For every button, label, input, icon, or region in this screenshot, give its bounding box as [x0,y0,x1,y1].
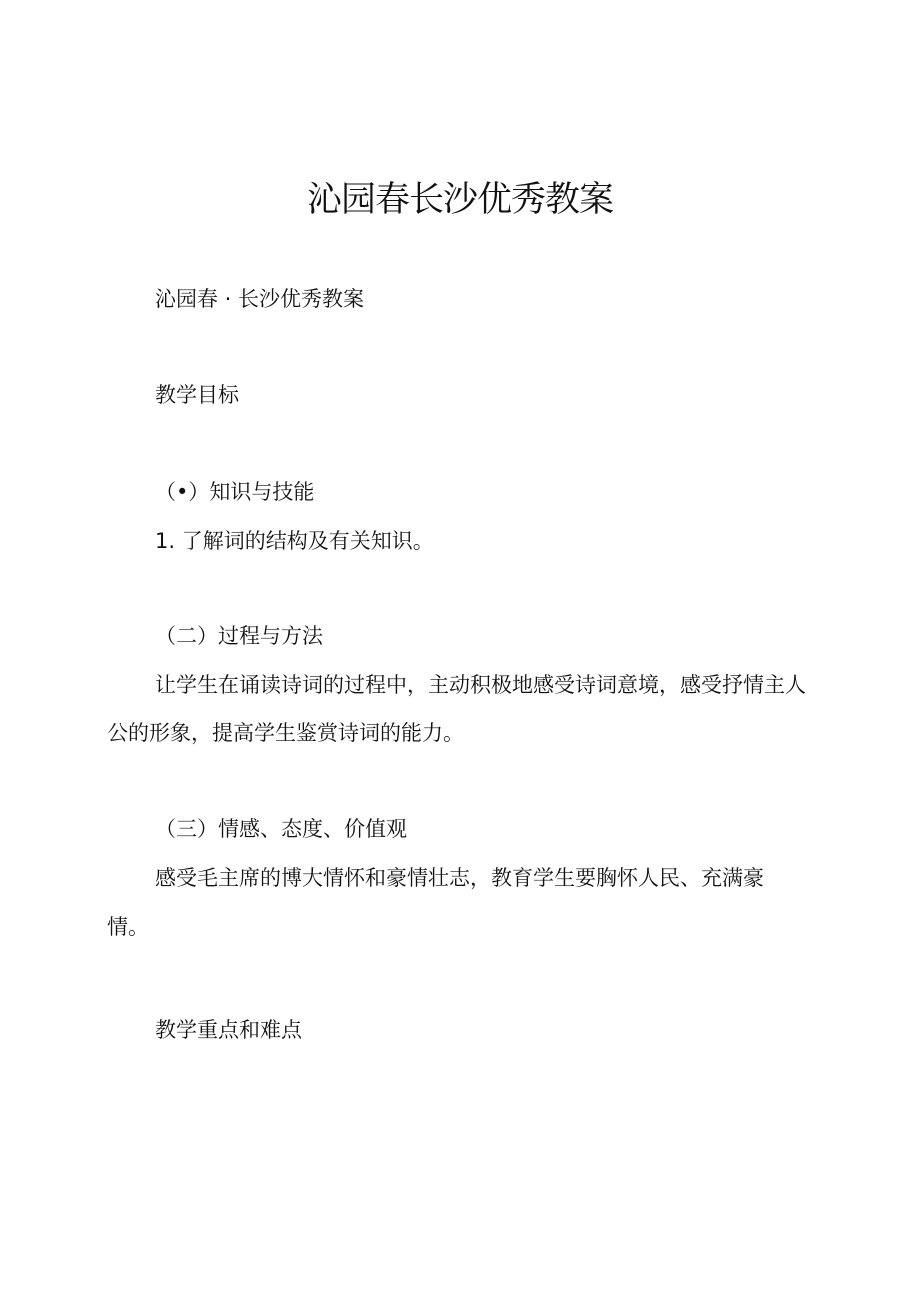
knowledge-skills-heading: （•）知识与技能 [155,480,315,504]
process-methods-body-line-1: 让学生在诵读诗词的过程中，主动积极地感受诗词意境，感受抒情主人 [155,673,806,697]
process-methods-body-line-2: 公的形象，提高学生鉴赏诗词的能力。 [107,721,464,745]
knowledge-item-1: 1. 了解词的结构及有关知识。 [155,529,434,553]
key-points-heading: 教学重点和难点 [155,1018,302,1042]
process-methods-heading: （二）过程与方法 [155,624,323,648]
emotion-values-heading: （三）情感、态度、价值观 [155,817,407,841]
teaching-goals-heading: 教学目标 [155,383,239,407]
emotion-values-body-line-1: 感受毛主席的博大情怀和豪情壮志，教育学生要胸怀人民、充满豪 [155,866,764,890]
document-title: 沁园春长沙优秀教案 [306,180,613,220]
document-subtitle: 沁园春 · 长沙优秀教案 [155,287,365,311]
emotion-values-body-line-2: 情。 [107,915,149,939]
